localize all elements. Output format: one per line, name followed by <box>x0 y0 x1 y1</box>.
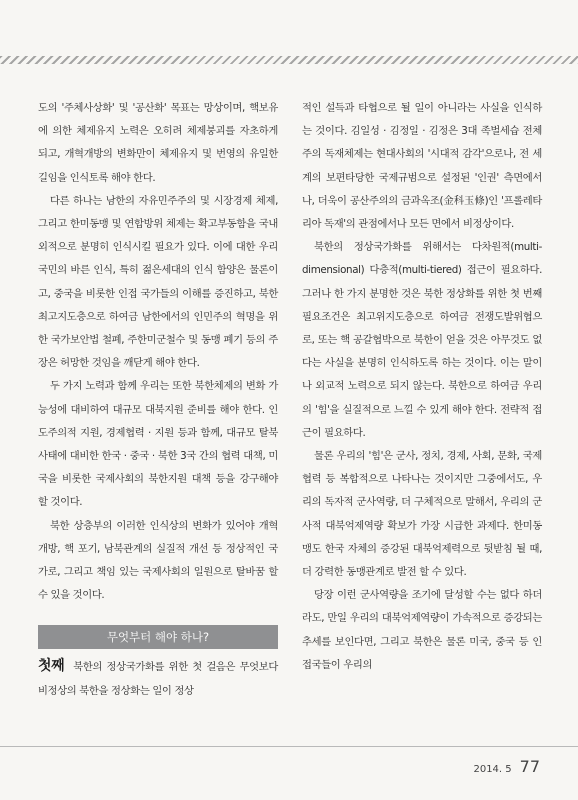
paragraph: 북한 상층부의 이러한 인식상의 변화가 있어야 개혁개방, 핵 포기, 남북관계의 실질적 개선 등 정상적인 국가로, 그리고 책임 있는 국제사회의 일원으로 탈바꿈 할 수 있을 것이다. <box>38 519 278 602</box>
left-text-column <box>38 97 278 703</box>
paragraph: 두 가지 노력과 함께 우리는 또한 북한체제의 변화 가능성에 대비하여 대규모 대북지원 준비를 해야 한다. 인도주의적 지원, 경제협력 · 지원 등과 함께, 대규모 탈북사태에 대비한 한국 · 중국 · 북한 3국 간의 협력 대책, 미국을 비롯한 국제사회의 북한지원 대책 등을 강구해야 할 것이다. <box>38 380 278 509</box>
lead-word: 첫째 <box>38 658 65 675</box>
paragraph: 당장 이런 군사역량을 조기에 달성할 수는 없다 하더라도, 만일 우리의 대북억제역량이 가속적으로 증강되는 추세를 보인다면, 그리고 북한은 물론 미국, 중국 등 인접국들이 우리의 <box>302 589 542 671</box>
paragraph: 북한의 정상국가화를 위해서는 다차원적(multi-dimensional) 다층적(multi-tiered) 접근이 필요하다. 그러나 한 가지 분명한 것은 북한 정상화를 위한 첫 번째 필요조건은 최고위지도층으로 하여금 전쟁도발위협으로, 또는 핵 공갈협박으로 북한이 얻을 것은 아무것도 없다는 사실을 분명히 인식하도록 하는 것이다. 이는 말이나 외교적 노력으로 되지 않는다. 북한으로 하여금 우리의 '힘'을 실질적으로 느낄 수 있게 해야 한다. 전략적 접근이 필요하다. <box>302 241 542 439</box>
page-number: 77 <box>519 757 540 776</box>
footer-divider <box>0 746 578 747</box>
paragraph: 도의 '주체사상화' 및 '공산화' 목표는 망상이며, 핵보유에 의한 체제유지 노력은 오히려 체제붕괴를 자초하게 되고, 개혁개방의 변화만이 체제유지 및 번영의 유일한 길임을 인식토록 해야 한다. <box>38 102 278 184</box>
paragraph: 다른 하나는 남한의 자유민주주의 및 시장경제 체제, 그리고 한미동맹 및 연합방위 체제는 확고부동함을 국내외적으로 분명히 인식시킬 필요가 있다. 이에 대한 우리 국민의 바른 인식, 특히 젊은세대의 인식 함양은 물론이고, 중국을 비롯한 인접 국가들의 이해를 증진하고, 북한 최고지도층으로 하여금 남한에서의 인민주의 혁명을 위한 국가보안법 철폐, 주한미군철수 및 동맹 폐기 등의 주장은 허망한 것임을 깨닫게 해야 한다. <box>38 194 278 370</box>
right-text-column <box>302 97 542 677</box>
paragraph: 물론 우리의 '힘'은 군사, 정치, 경제, 사회, 문화, 국제협력 등 복합적으로 나타나는 것이지만 그중에서도, 우리의 독자적 군사역량, 더 구체적으로 말해서, 우리의 군사적 대북억제역량 확보가 가장 시급한 과제다. 한미동맹도 한국 자체의 증강된 대북억제력으로 뒷받침 될 때, 더 강력한 동맹관계로 발전 할 수 있다. <box>302 450 542 579</box>
paragraph <box>38 655 278 702</box>
issue-date: 2014. 5 <box>473 764 512 775</box>
page-footer <box>473 757 540 776</box>
paragraph-text: 북한의 정상국가화를 위한 첫 걸음은 무엇보다 비정상의 북한을 정상화는 일이 정상 <box>38 661 278 697</box>
section-heading: 무엇부터 해야 하나? <box>38 625 278 649</box>
paragraph: 적인 설득과 타협으로 될 일이 아니라는 사실을 인식하는 것이다. 김일성 · 김정일 · 김정은 3대 족벌세습 전체주의 독재체제는 현대사회의 '시대적 감각'으로나, 전 세계의 보편타당한 국제규범으로 설정된 '인권' 측면에서나, 더욱이 공산주의의 금과옥조(金科玉條)인 '프롤레타리아 독재'의 관점에서나 모든 면에서 비정상이다. <box>302 102 542 231</box>
decorative-header-rule <box>0 56 578 64</box>
